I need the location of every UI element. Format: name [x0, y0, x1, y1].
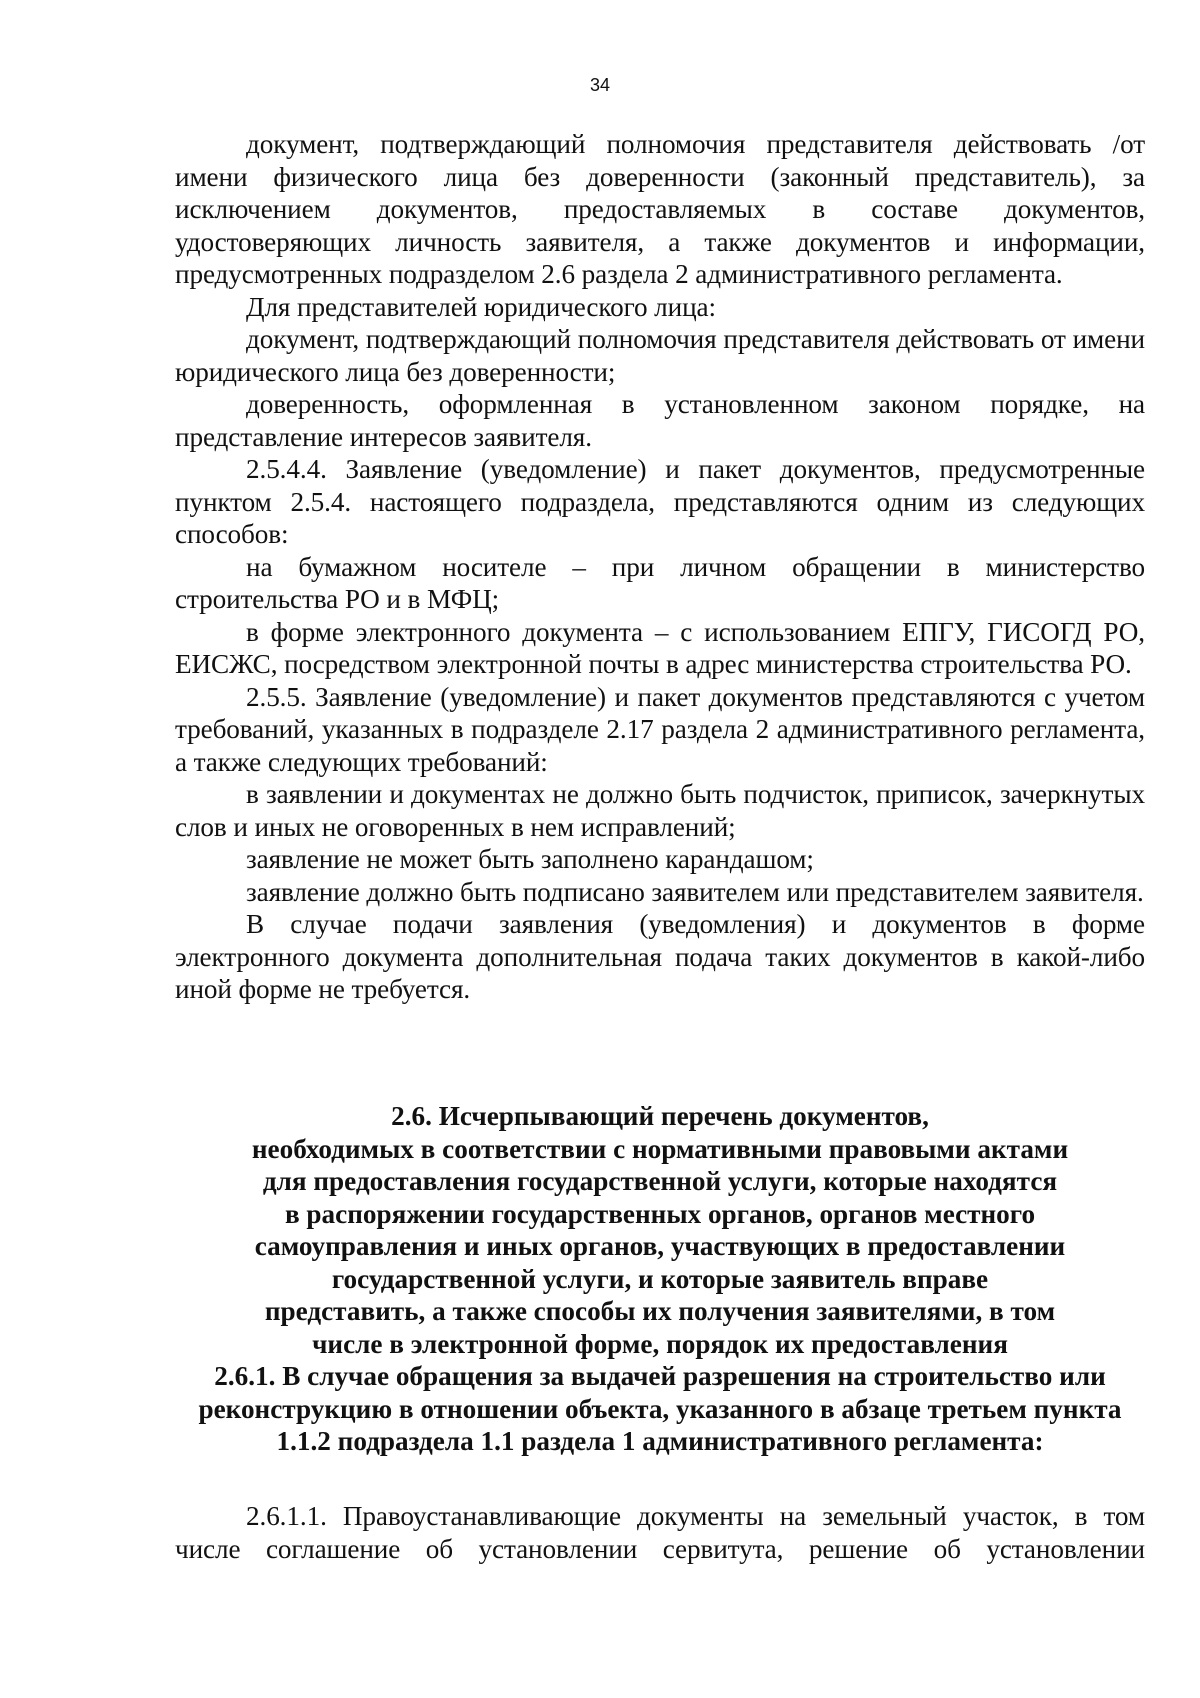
- paragraph: заявление должно быть подписано заявителем или представителем заявителя.: [246, 876, 1144, 907]
- paragraph: в форме электронного документа – с использованием ЕПГУ, ГИСОГД РО, ЕИСЖС, посредством электронной почты в адрес министерства строительства РО.: [175, 616, 1145, 679]
- heading-line: государственной услуги, и которые заявитель вправе: [331, 1263, 989, 1294]
- paragraph: заявление не может быть заполнено карандашом;: [246, 844, 814, 874]
- body-text: [175, 128, 1145, 1006]
- heading-line: для предоставления государственной услуги, которые находятся: [262, 1166, 1058, 1196]
- paragraph: доверенность, оформленная в установленном законом порядке, на представление интересов заявителя.: [175, 389, 1145, 452]
- heading-line: необходимых в соответствии с нормативными правовыми актами: [251, 1133, 1069, 1164]
- heading-line: числе в электронной форме, порядок их предоставления: [312, 1328, 1008, 1359]
- heading-line: 1.1.2 подраздела 1.1 раздела 1 административного регламента:: [276, 1426, 1044, 1456]
- paragraph: на бумажном носителе – при личном обращении в министерство строительства РО и в МФЦ;: [175, 551, 1145, 614]
- heading-line: в распоряжении государственных органов, органов местного: [284, 1198, 1036, 1229]
- heading-line: 2.6.1. В случае обращения за выдачей разрешения на строительство или: [214, 1361, 1106, 1391]
- paragraph: 2.5.4.4. Заявление (уведомление) и пакет документов, предусмотренные пунктом 2.5.4. настоящего подраздела, представляются одним из следующих способов:: [175, 454, 1145, 549]
- tail-text: [175, 1500, 1145, 1565]
- paragraph: 2.6.1.1. Правоустанавливающие документы на земельный участок, в том числе соглашение об установлении сервитута, решение об установлении: [175, 1501, 1145, 1564]
- heading-line: реконструкцию в отношении объекта, указанного в абзаце третьем пункта: [198, 1393, 1122, 1424]
- paragraph: документ, подтверждающий полномочия представителя действовать от имени юридического лица без доверенности;: [175, 324, 1145, 387]
- heading-line: 2.6. Исчерпывающий перечень документов,: [391, 1101, 929, 1131]
- heading-line: самоуправления и иных органов, участвующих в предоставлении: [254, 1231, 1066, 1261]
- paragraph: в заявлении и документах не должно быть подчисток, приписок, зачеркнутых слов и иных не оговоренных в нем исправлений;: [175, 779, 1145, 842]
- paragraph: 2.5.5. Заявление (уведомление) и пакет документов представляются с учетом требований, указанных в подразделе 2.17 раздела 2 административного регламента, а также следующих требований:: [175, 681, 1145, 777]
- heading-line: представить, а также способы их получения заявителями, в том: [264, 1296, 1056, 1326]
- page-number: 34: [589, 75, 611, 95]
- paragraph: В случае подачи заявления (уведомления) и документов в форме электронного документа дополнительная подача таких документов в какой-либо иной форме не требуется.: [175, 909, 1145, 1004]
- paragraph: документ, подтверждающий полномочия представителя действовать /от имени физического лица без доверенности (законный представитель), за исключением документов, предоставляемых в составе документов, удостоверяющих личность заявителя, а также документов и информации, предусмотренных подразделом 2.6 раздела 2 административного регламента.: [175, 129, 1145, 289]
- paragraph: Для представителей юридического лица:: [246, 291, 716, 322]
- section-heading: [150, 1100, 1170, 1458]
